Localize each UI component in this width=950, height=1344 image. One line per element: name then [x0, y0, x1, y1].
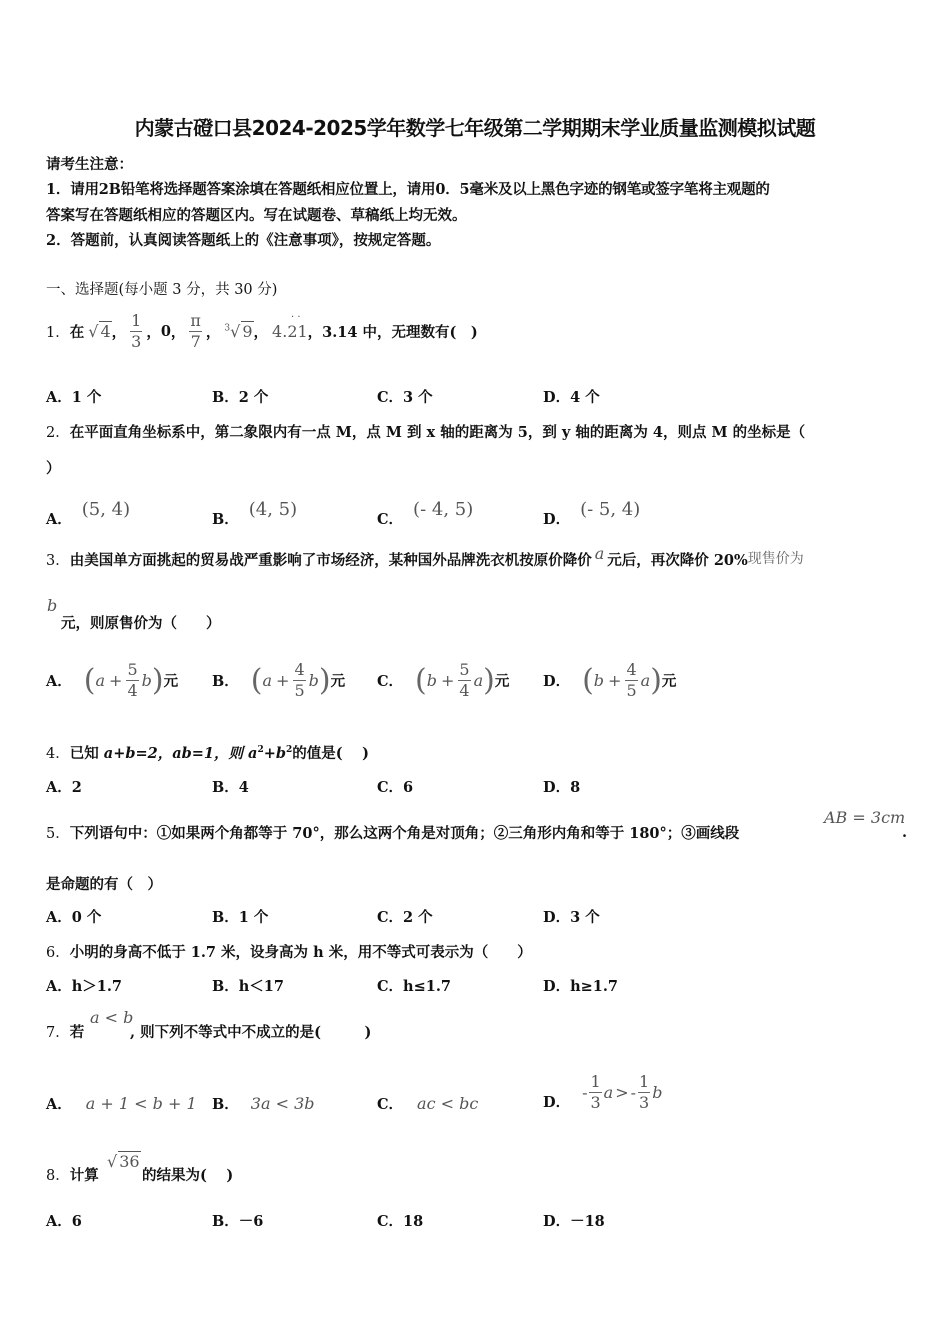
q8-tail: 的结果为( ) — [142, 1167, 234, 1184]
option-label: C． — [377, 672, 404, 690]
option-value: (5, 4) — [81, 499, 131, 520]
cube-root-9: $^3$√ 9 — [224, 322, 253, 341]
fraction: $\frac{4}{5}$ — [294, 659, 305, 700]
q8-option-c[interactable]: C．18 — [377, 1213, 424, 1230]
q2-option-c[interactable] — [377, 490, 473, 529]
question-number: 5． — [46, 826, 70, 842]
q1-prefix: 在 — [69, 323, 85, 341]
q2-text: 在平面直角坐标系中，第二象限内有一点 M，点 M 到 x 轴的距离为 5，到 y 轴的距离为 4，则点 M 的坐标是（ — [69, 424, 806, 441]
sqrt-4: √ 4 — [88, 322, 111, 341]
option-value: (4, 5) — [248, 499, 298, 520]
question-3 — [46, 544, 804, 570]
option-label: D． — [543, 511, 571, 528]
question-number: 1． — [46, 324, 70, 341]
variable-a: a — [594, 544, 605, 563]
question-number: 7． — [46, 1025, 70, 1041]
variable-b: b — [47, 596, 58, 615]
q4-prefix: 已知 — [69, 745, 99, 762]
question-8 — [46, 1164, 99, 1185]
notice-line-1: 1．请用2B铅笔将选择题答案涂填在答题纸相应位置上，请用0．5毫米及以上黑色字迹的钢笔或签字笔将主观题的 — [46, 181, 770, 198]
q5-text-continued: 是命题的有（ ） — [46, 876, 162, 893]
q8-option-a[interactable]: A．6 — [46, 1213, 82, 1230]
q2-text-continued: ） — [46, 460, 61, 477]
page-title: 内蒙古磴口县2024-2025学年数学七年级第二学期期末学业质量监测模拟试题 — [134, 116, 816, 140]
question-7 — [46, 1021, 84, 1042]
fraction: $\frac{1}{3}$ — [590, 1071, 601, 1112]
q1-option-a[interactable]: A．1 个 — [46, 389, 102, 406]
q5-text: 下列语句中：①如果两个角都等于 70°，那么这两个角是对顶角；②三角形内角和等于 180°；③画线段 — [69, 825, 740, 842]
q4-option-b[interactable]: B．4 — [212, 779, 249, 796]
section-heading: 一、选择题(每小题 3 分，共 30 分) — [46, 282, 278, 298]
question-number: 3． — [46, 553, 70, 569]
q1-tail: 3.14 中，无理数有( ) — [322, 323, 478, 341]
unit-label: 元 — [330, 672, 346, 690]
option-label: A． — [46, 511, 72, 528]
q7-option-a[interactable] — [46, 1093, 197, 1114]
option-label: C． — [377, 1096, 404, 1113]
notice-line-3: 2．答题前，认真阅读答题纸上的《注意事项》，按规定答题。 — [46, 232, 441, 249]
q3-option-b[interactable]: B． ( a + $\frac{4}{5}$ b ) 元 — [212, 659, 346, 700]
q3-option-d[interactable]: D． ( b + $\frac{4}{5}$ a ) 元 — [543, 659, 677, 700]
q7-condition: a < b — [90, 1008, 134, 1027]
separator: ， — [170, 323, 186, 341]
notice-line-2: 答案写在答题纸相应的答题区内。写在试题卷、草稿纸上均无效。 — [46, 207, 467, 224]
q2-option-b[interactable] — [212, 490, 297, 529]
question-6 — [46, 941, 532, 962]
separator: ， — [307, 323, 323, 341]
question-4: 4．已知 a+b=2，ab=1，则 $a^2+b^2$的值是( ) — [46, 745, 370, 762]
question-number: 4． — [46, 746, 70, 762]
q3-text-continued: 元，则原售价为（ ） — [61, 615, 221, 632]
unit-label: 元 — [494, 672, 510, 690]
unit-label: 元 — [661, 672, 677, 690]
option-label: A． — [46, 672, 72, 690]
notice-heading: 请考生注意： — [46, 156, 133, 173]
q5-option-b[interactable]: B．1 个 — [212, 909, 269, 926]
option-label: D． — [543, 672, 571, 690]
separator: ， — [205, 323, 221, 341]
q6-option-a[interactable]: A．h＞1.7 — [46, 978, 123, 995]
fraction-one-third: $\frac{1}{3}$ — [131, 310, 142, 351]
question-2 — [46, 421, 805, 442]
option-value: 3a < 3b — [250, 1094, 315, 1113]
q8-option-b[interactable]: B．－6 — [212, 1213, 264, 1230]
q7-tail: , 则下列不等式中不成立的是( ) — [130, 1024, 372, 1041]
zero-value: 0 — [160, 322, 171, 340]
q7-prefix: 若 — [69, 1024, 85, 1041]
q8-option-d[interactable]: D．－18 — [543, 1213, 605, 1230]
sqrt-36: √ 36 — [107, 1152, 140, 1171]
q1-option-d[interactable]: D．4 个 — [543, 389, 600, 406]
q4-option-d[interactable]: D．8 — [543, 779, 581, 796]
q7-option-d[interactable]: D． - $\frac{1}{3}$ a > - $\frac{1}{3}$ b — [543, 1071, 663, 1112]
period: . — [902, 824, 908, 841]
q2-option-a[interactable] — [46, 490, 130, 529]
option-value: ac < bc — [417, 1094, 479, 1113]
option-label: D． — [543, 1093, 571, 1111]
option-value: (- 4, 5) — [413, 499, 474, 520]
segment-length-math: AB = 3cm — [824, 808, 906, 827]
q5-option-d[interactable]: D．3 个 — [543, 909, 600, 926]
question-number: 6． — [46, 945, 70, 961]
unit-label: 元 — [163, 672, 179, 690]
q4-option-c[interactable]: C．6 — [377, 779, 414, 796]
q7-option-b[interactable] — [212, 1093, 314, 1114]
q3-option-c[interactable]: C． ( b + $\frac{5}{4}$ a ) 元 — [377, 659, 510, 700]
q4-option-a[interactable]: A．2 — [46, 779, 82, 796]
q7-option-c[interactable] — [377, 1093, 478, 1114]
q5-option-a[interactable]: A．0 个 — [46, 909, 102, 926]
q3-text-light: 现售价为 — [747, 551, 804, 567]
q3-option-a[interactable]: A． ( a + $\frac{5}{4}$ b ) 元 — [46, 659, 179, 700]
q1-option-b[interactable]: B．2 个 — [212, 389, 269, 406]
question-number: 2． — [46, 425, 70, 441]
question-5 — [46, 822, 739, 843]
separator: ， — [111, 323, 127, 341]
q4-condition: a+b=2，ab=1，则 a — [103, 745, 258, 762]
option-label: B． — [212, 1096, 239, 1113]
fraction: $\frac{5}{4}$ — [127, 659, 138, 700]
option-label: B． — [212, 511, 239, 528]
q3-text: 由美国单方面挑起的贸易战严重影响了市场经济，某种国外品牌洗衣机按原价降价 — [69, 552, 592, 569]
q5-option-c[interactable]: C．2 个 — [377, 909, 433, 926]
option-label: C． — [377, 511, 404, 528]
question-number: 8． — [46, 1168, 70, 1184]
option-value: a + 1 < b + 1 — [85, 1094, 197, 1113]
fraction: $\frac{1}{3}$ — [639, 1071, 650, 1112]
q6-option-d[interactable]: D．h≥1.7 — [543, 978, 618, 995]
fraction-pi-seventh: $\frac{\pi}{7}$ — [190, 310, 201, 351]
option-label: A． — [46, 1096, 72, 1113]
separator: ， — [146, 323, 161, 341]
fraction: $\frac{4}{5}$ — [626, 659, 637, 700]
q4-tail: 的值是( ) — [292, 745, 370, 762]
question-1 — [46, 303, 478, 359]
q1-option-c[interactable]: C．3 个 — [377, 389, 433, 406]
option-value: (- 5, 4) — [580, 499, 641, 520]
q6-option-b[interactable]: B．h＜17 — [212, 978, 284, 995]
q2-option-d[interactable] — [543, 490, 640, 529]
fraction: $\frac{5}{4}$ — [459, 659, 470, 700]
q3-text-mid: 元后，再次降价 20% — [607, 552, 748, 569]
q8-prefix: 计算 — [69, 1167, 99, 1184]
repeating-decimal: 4.21 · · — [272, 311, 308, 341]
q6-option-c[interactable]: C．h≤1.7 — [377, 978, 451, 995]
option-label: B． — [212, 672, 239, 690]
q6-text: 小明的身高不低于 1.7 米，设身高为 h 米，用不等式可表示为（ ） — [69, 944, 532, 961]
separator: ， — [253, 323, 269, 341]
